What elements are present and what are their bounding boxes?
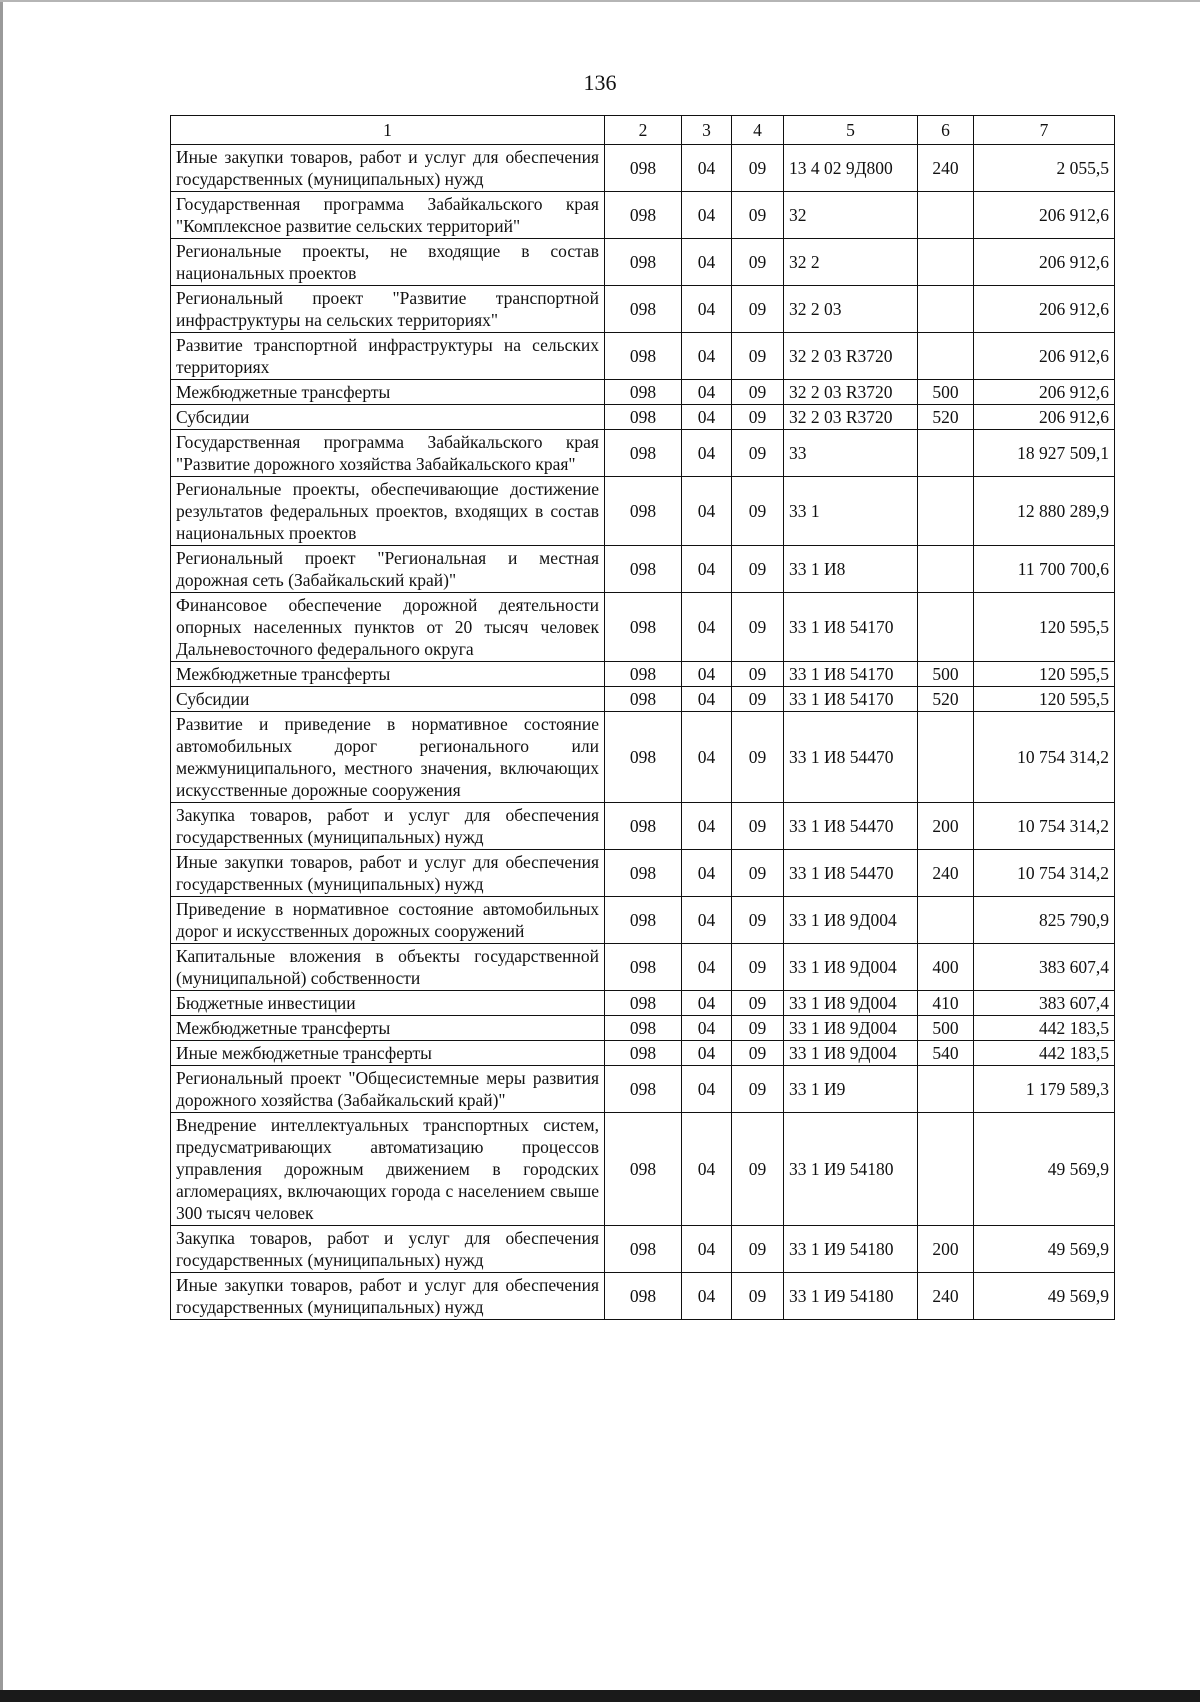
row-description: Субсидии <box>171 405 605 430</box>
table-row <box>171 286 1115 333</box>
table-row <box>171 380 1115 405</box>
section-code: 04 <box>682 687 732 712</box>
amount: 2 055,5 <box>974 145 1115 192</box>
section-code: 04 <box>682 380 732 405</box>
row-description: Региональный проект "Развитие транспортной инфраструктуры на сельских территориях" <box>171 286 605 333</box>
target-article-code: 33 1 И8 9Д004 <box>784 897 918 944</box>
table-row <box>171 145 1115 192</box>
amount: 383 607,4 <box>974 991 1115 1016</box>
target-article-code: 33 1 И9 54180 <box>784 1113 918 1226</box>
scan-edge-left <box>0 0 3 1702</box>
target-article-code: 32 <box>784 192 918 239</box>
target-article-code: 33 1 <box>784 477 918 546</box>
section-code: 04 <box>682 1066 732 1113</box>
amount: 442 183,5 <box>974 1016 1115 1041</box>
amount: 10 754 314,2 <box>974 712 1115 803</box>
ministry-code: 098 <box>605 546 682 593</box>
table-row <box>171 546 1115 593</box>
table-row <box>171 1226 1115 1273</box>
subsection-code: 09 <box>732 1041 784 1066</box>
table-row <box>171 1273 1115 1320</box>
subsection-code: 09 <box>732 286 784 333</box>
expense-type-code: 410 <box>918 991 974 1016</box>
table-row <box>171 712 1115 803</box>
ministry-code: 098 <box>605 380 682 405</box>
header-cell: 2 <box>605 116 682 145</box>
expense-type-code <box>918 477 974 546</box>
expense-type-code: 520 <box>918 405 974 430</box>
target-article-code: 33 <box>784 430 918 477</box>
expense-type-code <box>918 239 974 286</box>
row-description: Региональные проекты, не входящие в состав национальных проектов <box>171 239 605 286</box>
row-description: Региональный проект "Региональная и местная дорожная сеть (Забайкальский край)" <box>171 546 605 593</box>
subsection-code: 09 <box>732 405 784 430</box>
row-description: Государственная программа Забайкальского края "Развитие дорожного хозяйства Забайкальского края" <box>171 430 605 477</box>
amount: 120 595,5 <box>974 687 1115 712</box>
table-row <box>171 477 1115 546</box>
page-number: 136 <box>583 70 617 95</box>
subsection-code: 09 <box>732 897 784 944</box>
section-code: 04 <box>682 897 732 944</box>
subsection-code: 09 <box>732 239 784 286</box>
subsection-code: 09 <box>732 1066 784 1113</box>
row-description: Бюджетные инвестиции <box>171 991 605 1016</box>
section-code: 04 <box>682 944 732 991</box>
expense-type-code: 540 <box>918 1041 974 1066</box>
expense-type-code: 240 <box>918 145 974 192</box>
expense-type-code <box>918 1066 974 1113</box>
subsection-code: 09 <box>732 192 784 239</box>
target-article-code: 32 2 03 R3720 <box>784 405 918 430</box>
table-row <box>171 687 1115 712</box>
amount: 206 912,6 <box>974 239 1115 286</box>
subsection-code: 09 <box>732 1226 784 1273</box>
ministry-code: 098 <box>605 405 682 430</box>
budget-table <box>170 115 1115 1320</box>
ministry-code: 098 <box>605 1113 682 1226</box>
ministry-code: 098 <box>605 239 682 286</box>
row-description: Межбюджетные трансферты <box>171 1016 605 1041</box>
table-row <box>171 1066 1115 1113</box>
row-description: Закупка товаров, работ и услуг для обеспечения государственных (муниципальных) нужд <box>171 803 605 850</box>
section-code: 04 <box>682 1041 732 1066</box>
table-header-row <box>171 116 1115 145</box>
header-cell: 1 <box>171 116 605 145</box>
subsection-code: 09 <box>732 944 784 991</box>
target-article-code: 33 1 И8 54470 <box>784 850 918 897</box>
table-row <box>171 662 1115 687</box>
table-row <box>171 897 1115 944</box>
target-article-code: 32 2 <box>784 239 918 286</box>
amount: 442 183,5 <box>974 1041 1115 1066</box>
table-row <box>171 850 1115 897</box>
ministry-code: 098 <box>605 333 682 380</box>
row-description: Межбюджетные трансферты <box>171 662 605 687</box>
ministry-code: 098 <box>605 1041 682 1066</box>
amount: 18 927 509,1 <box>974 430 1115 477</box>
expense-type-code <box>918 897 974 944</box>
section-code: 04 <box>682 192 732 239</box>
amount: 49 569,9 <box>974 1226 1115 1273</box>
amount: 120 595,5 <box>974 662 1115 687</box>
ministry-code: 098 <box>605 1016 682 1041</box>
target-article-code: 33 1 И8 9Д004 <box>784 944 918 991</box>
scan-edge-top <box>0 0 1200 2</box>
section-code: 04 <box>682 1273 732 1320</box>
row-description: Капитальные вложения в объекты государственной (муниципальной) собственности <box>171 944 605 991</box>
header-cell: 4 <box>732 116 784 145</box>
subsection-code: 09 <box>732 1273 784 1320</box>
row-description: Субсидии <box>171 687 605 712</box>
target-article-code: 33 1 И8 54470 <box>784 803 918 850</box>
ministry-code: 098 <box>605 1226 682 1273</box>
row-description: Приведение в нормативное состояние автомобильных дорог и искусственных дорожных сооружений <box>171 897 605 944</box>
ministry-code: 098 <box>605 593 682 662</box>
section-code: 04 <box>682 1016 732 1041</box>
target-article-code: 33 1 И8 54170 <box>784 687 918 712</box>
row-description: Внедрение интеллектуальных транспортных систем, предусматривающих автоматизацию процессов управления дорожным движением в городских агломерациях, включающих города с населением свыше 300 тысяч человек <box>171 1113 605 1226</box>
amount: 49 569,9 <box>974 1273 1115 1320</box>
subsection-code: 09 <box>732 430 784 477</box>
ministry-code: 098 <box>605 850 682 897</box>
ministry-code: 098 <box>605 944 682 991</box>
table-row <box>171 593 1115 662</box>
table-row <box>171 991 1115 1016</box>
table-row <box>171 405 1115 430</box>
section-code: 04 <box>682 430 732 477</box>
row-description: Иные закупки товаров, работ и услуг для обеспечения государственных (муниципальных) нужд <box>171 1273 605 1320</box>
amount: 11 700 700,6 <box>974 546 1115 593</box>
row-description: Финансовое обеспечение дорожной деятельности опорных населенных пунктов от 20 тысяч человек Дальневосточного федерального округа <box>171 593 605 662</box>
table-row <box>171 333 1115 380</box>
table-row <box>171 1041 1115 1066</box>
ministry-code: 098 <box>605 991 682 1016</box>
table-row <box>171 1016 1115 1041</box>
section-code: 04 <box>682 286 732 333</box>
ministry-code: 098 <box>605 897 682 944</box>
expense-type-code: 200 <box>918 803 974 850</box>
section-code: 04 <box>682 333 732 380</box>
subsection-code: 09 <box>732 380 784 405</box>
expense-type-code <box>918 430 974 477</box>
table-row <box>171 192 1115 239</box>
target-article-code: 33 1 И8 54170 <box>784 662 918 687</box>
amount: 206 912,6 <box>974 286 1115 333</box>
subsection-code: 09 <box>732 712 784 803</box>
amount: 1 179 589,3 <box>974 1066 1115 1113</box>
section-code: 04 <box>682 991 732 1016</box>
target-article-code: 33 1 И9 54180 <box>784 1273 918 1320</box>
amount: 206 912,6 <box>974 333 1115 380</box>
amount: 825 790,9 <box>974 897 1115 944</box>
target-article-code: 32 2 03 <box>784 286 918 333</box>
header-cell: 5 <box>784 116 918 145</box>
table-row <box>171 239 1115 286</box>
ministry-code: 098 <box>605 687 682 712</box>
expense-type-code <box>918 546 974 593</box>
header-cell: 3 <box>682 116 732 145</box>
section-code: 04 <box>682 803 732 850</box>
ministry-code: 098 <box>605 145 682 192</box>
table-row <box>171 430 1115 477</box>
target-article-code: 33 1 И8 9Д004 <box>784 991 918 1016</box>
ministry-code: 098 <box>605 712 682 803</box>
expense-type-code: 400 <box>918 944 974 991</box>
target-article-code: 33 1 И8 <box>784 546 918 593</box>
row-description: Региональные проекты, обеспечивающие достижение результатов федеральных проектов, входящих в состав национальных проектов <box>171 477 605 546</box>
subsection-code: 09 <box>732 333 784 380</box>
row-description: Региональный проект "Общесистемные меры развития дорожного хозяйства (Забайкальский край)" <box>171 1066 605 1113</box>
table-row <box>171 944 1115 991</box>
subsection-code: 09 <box>732 687 784 712</box>
scan-edge-bottom <box>0 1690 1200 1702</box>
target-article-code: 33 1 И9 54180 <box>784 1226 918 1273</box>
subsection-code: 09 <box>732 145 784 192</box>
section-code: 04 <box>682 477 732 546</box>
section-code: 04 <box>682 593 732 662</box>
row-description: Иные закупки товаров, работ и услуг для обеспечения государственных (муниципальных) нужд <box>171 145 605 192</box>
subsection-code: 09 <box>732 803 784 850</box>
target-article-code: 33 1 И8 54170 <box>784 593 918 662</box>
target-article-code: 33 1 И8 9Д004 <box>784 1016 918 1041</box>
expense-type-code: 520 <box>918 687 974 712</box>
section-code: 04 <box>682 405 732 430</box>
section-code: 04 <box>682 1113 732 1226</box>
subsection-code: 09 <box>732 546 784 593</box>
expense-type-code: 500 <box>918 662 974 687</box>
target-article-code: 32 2 03 R3720 <box>784 380 918 405</box>
ministry-code: 098 <box>605 477 682 546</box>
amount: 12 880 289,9 <box>974 477 1115 546</box>
section-code: 04 <box>682 145 732 192</box>
ministry-code: 098 <box>605 286 682 333</box>
section-code: 04 <box>682 712 732 803</box>
section-code: 04 <box>682 850 732 897</box>
subsection-code: 09 <box>732 1113 784 1226</box>
row-description: Государственная программа Забайкальского края "Комплексное развитие сельских территорий" <box>171 192 605 239</box>
expense-type-code <box>918 286 974 333</box>
amount: 10 754 314,2 <box>974 803 1115 850</box>
subsection-code: 09 <box>732 662 784 687</box>
header-cell: 6 <box>918 116 974 145</box>
expense-type-code: 240 <box>918 1273 974 1320</box>
subsection-code: 09 <box>732 593 784 662</box>
expense-type-code <box>918 1113 974 1226</box>
target-article-code: 32 2 03 R3720 <box>784 333 918 380</box>
amount: 120 595,5 <box>974 593 1115 662</box>
subsection-code: 09 <box>732 850 784 897</box>
target-article-code: 33 1 И8 54470 <box>784 712 918 803</box>
target-article-code: 33 1 И8 9Д004 <box>784 1041 918 1066</box>
row-description: Закупка товаров, работ и услуг для обеспечения государственных (муниципальных) нужд <box>171 1226 605 1273</box>
ministry-code: 098 <box>605 1066 682 1113</box>
row-description: Иные закупки товаров, работ и услуг для обеспечения государственных (муниципальных) нужд <box>171 850 605 897</box>
row-description: Межбюджетные трансферты <box>171 380 605 405</box>
target-article-code: 13 4 02 9Д800 <box>784 145 918 192</box>
section-code: 04 <box>682 546 732 593</box>
section-code: 04 <box>682 239 732 286</box>
subsection-code: 09 <box>732 477 784 546</box>
amount: 206 912,6 <box>974 380 1115 405</box>
row-description: Развитие и приведение в нормативное состояние автомобильных дорог регионального или межмуниципального, местного значения, включающих искусственные дорожные сооружения <box>171 712 605 803</box>
amount: 206 912,6 <box>974 405 1115 430</box>
amount: 206 912,6 <box>974 192 1115 239</box>
row-description: Развитие транспортной инфраструктуры на сельских территориях <box>171 333 605 380</box>
target-article-code: 33 1 И9 <box>784 1066 918 1113</box>
table-row <box>171 803 1115 850</box>
section-code: 04 <box>682 1226 732 1273</box>
ministry-code: 098 <box>605 662 682 687</box>
expense-type-code <box>918 333 974 380</box>
expense-type-code <box>918 593 974 662</box>
expense-type-code: 240 <box>918 850 974 897</box>
header-cell: 7 <box>974 116 1115 145</box>
expense-type-code: 500 <box>918 380 974 405</box>
expense-type-code: 200 <box>918 1226 974 1273</box>
expense-type-code: 500 <box>918 1016 974 1041</box>
row-description: Иные межбюджетные трансферты <box>171 1041 605 1066</box>
amount: 383 607,4 <box>974 944 1115 991</box>
ministry-code: 098 <box>605 430 682 477</box>
subsection-code: 09 <box>732 1016 784 1041</box>
subsection-code: 09 <box>732 991 784 1016</box>
amount: 49 569,9 <box>974 1113 1115 1226</box>
expense-type-code <box>918 712 974 803</box>
expense-type-code <box>918 192 974 239</box>
ministry-code: 098 <box>605 192 682 239</box>
ministry-code: 098 <box>605 1273 682 1320</box>
section-code: 04 <box>682 662 732 687</box>
ministry-code: 098 <box>605 803 682 850</box>
table-row <box>171 1113 1115 1226</box>
amount: 10 754 314,2 <box>974 850 1115 897</box>
